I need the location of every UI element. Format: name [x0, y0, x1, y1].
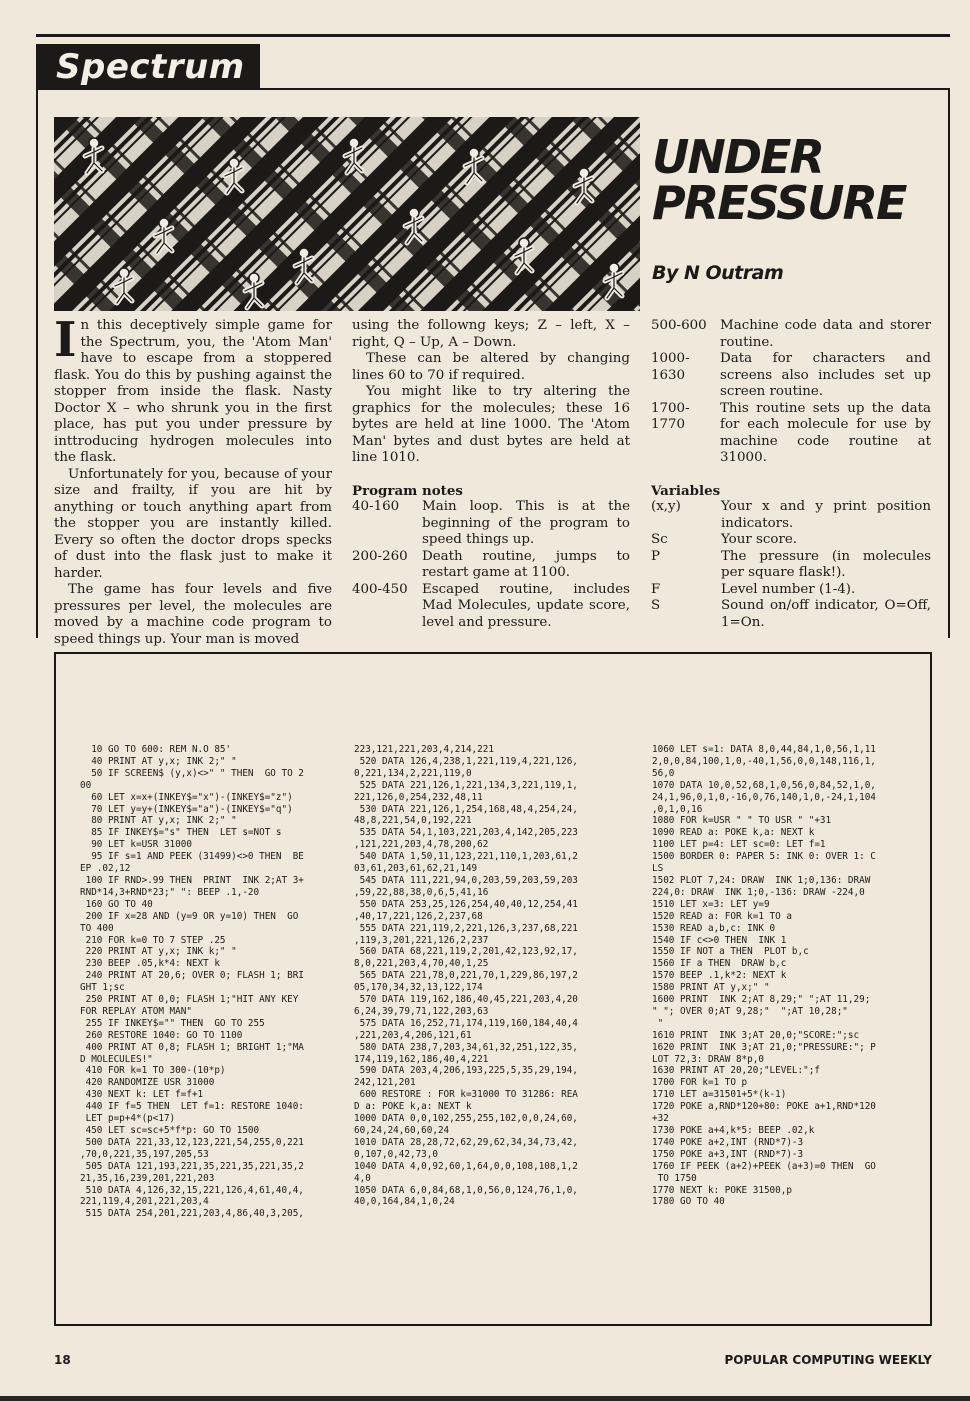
program-note-row: 200-260 Death routine, jumps to restart game at 1100. [352, 548, 630, 580]
variable-row: Sc Your score. [651, 532, 798, 547]
frame-left-rule [36, 90, 38, 638]
program-note-row: 500-600 Machine code data and storer routine. [651, 318, 931, 350]
banner-rule [260, 88, 950, 90]
variable-row: (x,y) Your x and y print position indicators. [651, 499, 931, 531]
atom-man-illustration [54, 117, 640, 311]
frame-right-rule [948, 90, 950, 638]
variable-row: P The pressure (in molecules per square flask!). [651, 548, 931, 580]
program-notes-heading: Program notes [352, 482, 463, 499]
article-column-2 [352, 318, 630, 631]
page-number: 18 [54, 1353, 71, 1367]
listing-column-1: 10 GO TO 600: REM N.O 85' 40 PRINT AT y,x; INK 2;" " 50 IF SCREEN$ (y,x)<>" " THEN GO TO 2 00 60 LET x=x+(INKEY$="x")-(INKEY$="z") 70 LET y=y+(INKEY$="a")-(INKEY$="q") 80 PRINT AT y,x; INK 2;" " 85 IF INKEY$="s" THEN LET s=NOT s 90 LET k=USR 31000 95 IF s=1 AND PEEK (31499)<>0 THEN BE EP .02,12 100 IF RND>.99 THEN PRINT INK 2;AT 3+ RND*14,3+RND*23;" ": BEEP .1,-20 160 GO TO 40 200 IF x=28 AND (y=9 OR y=10) THEN GO TO 400 210 FOR k=0 TO 7 STEP .25 220 PRINT AT y,x; INK k;" " 230 BEEP .05,k*4: NEXT k 240 PRINT AT 20,6; OVER 0; FLASH 1; BRI GHT 1;sc 250 PRINT AT 0,0; FLASH 1;"HIT ANY KEY FOR REPLAY ATOM MAN" 255 IF INKEY$="" THEN GO TO 255 260 RESTORE 1040: GO TO 1100 400 PRINT AT 0,8; FLASH 1; BRIGHT 1;"MA D MOLECULES!" 410 FOR k=1 TO 300-(10*p) 420 RANDOMIZE USR 31000 430 NEXT k: LET f=f+1 440 IF f=5 THEN LET f=1: RESTORE 1040: LET p=p+4*(p<17) 450 LET sc=sc+5*f*p: GO TO 1500 500 DATA 221,33,12,123,221,54,255,0,221 ,70,0,221,35,197,205,53 505 DATA 121,193,221,35,221,35,221,35,2 21,35,16,239,201,221,203 510 DATA 4,126,32,15,221,126,4,61,40,4, 221,119,4,201,221,203,4 515 DATA 254,201,221,203,4,86,40,3,205, [80, 744, 304, 1220]
section-banner: Spectrum [36, 44, 260, 90]
intro-paragraph-1: In this deceptively simple game for the Spectrum, you, the 'Atom Man' have to escape from a stoppered flask. You do this by pushing against the stopper from inside the flask. Nasty Doctor X – who shrunk you in the first place, has put you under pressure by inttroducing hydrogen molecules into the flask. [54, 312, 332, 465]
publication-name: POPULAR COMPUTING WEEKLY [724, 1353, 932, 1367]
listing-column-2: 223,121,221,203,4,214,221 520 DATA 126,4,238,1,221,119,4,221,126, 0,221,134,2,221,119,0 525 DATA 221,126,1,221,134,3,221,119,1, 221,126,0,254,232,48,11 530 DATA 221,126,1,254,168,48,4,254,24, 48,8,221,54,0,192,221 535 DATA 54,1,103,221,203,4,142,205,223 ,121,221,203,4,78,200,62 540 DATA 1,50,11,123,221,110,1,203,61,2 03,61,203,61,62,21,149 545 DATA 111,221,94,0,203,59,203,59,203 ,59,22,88,38,0,6,5,41,16 550 DATA 253,25,126,254,40,40,12,254,41 ,40,17,221,126,2,237,68 555 DATA 221,119,2,221,126,3,237,68,221 ,119,3,201,221,126,2,237 560 DATA 68,221,119,2,201,42,123,92,17, 8,0,221,203,4,70,40,1,25 565 DATA 221,78,0,221,70,1,229,86,197,2 05,170,34,32,13,122,174 570 DATA 119,162,186,40,45,221,203,4,20 6,24,39,79,71,122,203,63 575 DATA 16,252,71,174,119,160,184,40,4 ,221,203,4,206,121,61 580 DATA 238,7,203,34,61,32,251,122,35, 174,119,162,186,40,4,221 590 DATA 203,4,206,193,225,5,35,29,194, 242,121,201 600 RESTORE : FOR k=31000 TO 31286: REA D a: POKE k,a: NEXT k 1000 DATA 0,0,102,255,255,102,0,0,24,60, 60,24,24,60,60,24 1010 DATA 28,28,72,62,29,62,34,34,73,42, 0,107,0,42,73,0 1040 DATA 4,0,92,60,1,64,0,0,108,108,1,2 4,0 1050 DATA 6,0,84,68,1,0,56,0,124,76,1,0, 40,0,164,84,1,0,24 [354, 744, 578, 1208]
article-column-1 [54, 312, 332, 648]
intro-paragraph-6: You might like to try altering the graphics for the molecules; these 16 bytes are held at line 1000. The 'Atom Man' bytes and dust bytes are held at line 1010. [352, 384, 630, 465]
intro-paragraph-3: The game has four levels and five pressures per level, the molecules are moved by a machine code program to speed things up. Your man is moved [54, 582, 332, 647]
program-note-row: 1700-1770 This routine sets up the data for each molecule for use by machine code routine at 31000. [651, 400, 931, 465]
drop-cap: I [54, 312, 77, 368]
variables-heading: Variables [651, 482, 721, 499]
article-column-3 [651, 318, 931, 631]
intro-paragraph-5: These can be altered by changing lines 60 to 70 if required. [352, 351, 630, 383]
title-line-1: UNDER [652, 130, 823, 184]
bottom-edge [0, 1396, 970, 1401]
variable-row: S Sound on/off indicator, O=Off, 1=On. [651, 598, 931, 630]
article-title [652, 130, 942, 230]
intro-paragraph-2: Unfortunately for you, because of your size and frailty, if you are hit by anything or touch anything apart from the stopper you are instantly killed. Every so often the doctor drops specks of dust into the flask just to make it harder. [54, 466, 332, 581]
intro-paragraph-4: using the followng keys; Z – left, X – right, Q – Up, A – Down. [352, 318, 630, 350]
program-note-row: 1000-1630 Data for characters and screens also includes set up screen routine. [651, 351, 931, 399]
listing-column-3: 1060 LET s=1: DATA 8,0,44,84,1,0,56,1,11 2,0,0,84,100,1,0,-40,1,56,0,0,148,116,1, 56,0 1070 DATA 10,0,52,68,1,0,56,0,84,52,1,0, 24,1,96,0,1,0,-16,0,76,140,1,0,-24,1,104 ,0,1,0,16 1080 FOR k=USR " " TO USR " "+31 1090 READ a: POKE k,a: NEXT k 1100 LET p=4: LET sc=0: LET f=1 1500 BORDER 0: PAPER 5: INK 0: OVER 1: C LS 1502 PLOT 7,24: DRAW INK 1;0,136: DRAW 224,0: DRAW INK 1;0,-136: DRAW -224,0 1510 LET x=3: LET y=9 1520 READ a: FOR k=1 TO a 1530 READ a,b,c: INK 0 1540 IF c<>0 THEN INK 1 1550 IF NOT a THEN PLOT b,c 1560 IF a THEN DRAW b,c 1570 BEEP .1,k*2: NEXT k 1580 PRINT AT y,x;" " 1600 PRINT INK 2;AT 8,29;" ";AT 11,29; " "; OVER 0;AT 9,28;" ";AT 10,28;" " 1610 PRINT INK 3;AT 20,0;"SCORE:";sc 1620 PRINT INK 3;AT 21,0;"PRESSURE:"; P LOT 72,3: DRAW 8*p,0 1630 PRINT AT 20,20;"LEVEL:";f 1700 FOR k=1 TO p 1710 LET a=31501+5*(k-1) 1720 POKE a,RND*120+80: POKE a+1,RND*120 +32 1730 POKE a+4,k*5: BEEP .02,k 1740 POKE a+2,INT (RND*7)-3 1750 POKE a+3,INT (RND*7)-3 1760 IF PEEK (a+2)+PEEK (a+3)=0 THEN GO TO 1750 1770 NEXT k: POKE 31500,p 1780 GO TO 40 [652, 744, 876, 1208]
program-note-row: 40-160 Main loop. This is at the beginning of the program to speed things up. [352, 499, 630, 547]
title-line-2: PRESSURE [652, 176, 906, 230]
top-rule [36, 34, 950, 37]
variable-row: F Level number (1-4). [651, 581, 856, 597]
byline: By N Outram [652, 262, 784, 284]
program-note-row: 400-450 Escaped routine, includes Mad Molecules, update score, level and pressure. [352, 581, 630, 630]
